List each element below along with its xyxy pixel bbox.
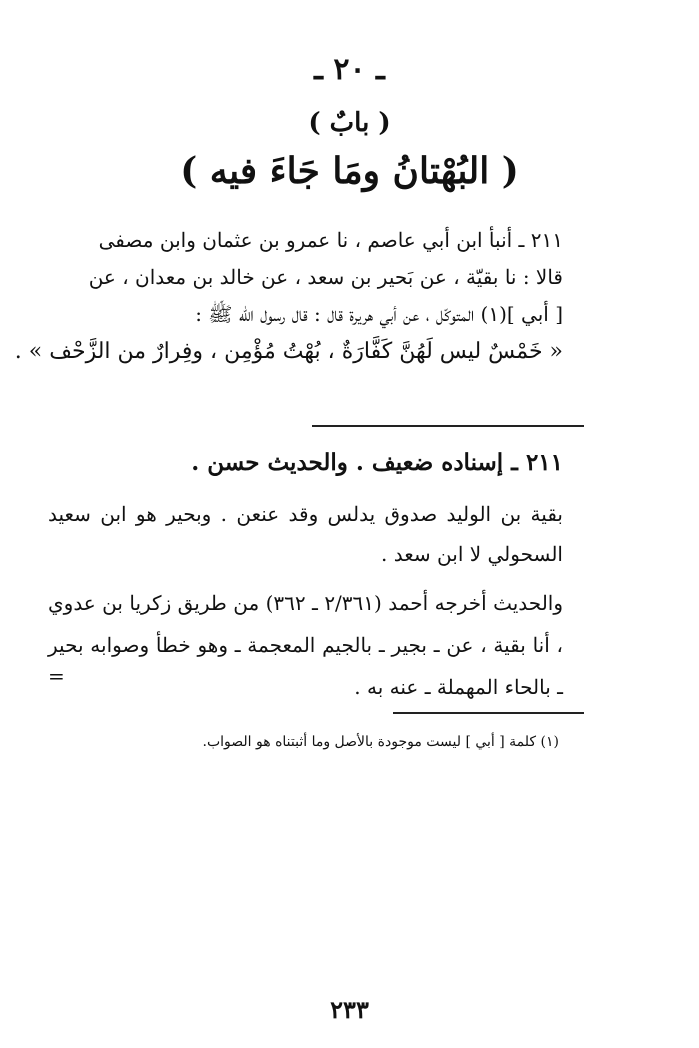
- commentary-paragraph: والحديث أخرجه أحمد (٢/٣٦١ ـ ٣٦٢) من طريق زكريا بن عدوي ، أنا بقية ، عن ـ بجير ـ بالجيم المعجمة ـ وهو خطأ وصوابه بحير ـ بالحاء المهملة ـ عنه به .: [48, 591, 563, 699]
- page-number: ٢٣٣: [330, 995, 369, 1024]
- footnote-divider: [393, 712, 584, 714]
- continuation-mark: =: [48, 664, 65, 688]
- hadith-matn: « خَمْسٌ ليس لَهُنَّ كَفَّارَةٌ ، بُهْتُ مُؤْمِن ، وفِرارٌ من الزَّحْف » .: [14, 339, 563, 364]
- hadith-line: قالا : نا بقيّة ، عن بَحير بن سعد ، عن خالد بن معدان ، عن: [88, 265, 563, 289]
- commentary-heading: ٢١١ ـ إسناده ضعيف . والحديث حسن .: [191, 449, 563, 476]
- hadith-block: [14, 222, 563, 370]
- section-divider: [312, 425, 584, 427]
- chapter-label: ( بابٌ ): [308, 108, 391, 138]
- footnote: (١) كلمة [ أبي ] ليست موجودة بالأصل وما أثبتناه هو الصواب.: [202, 734, 559, 750]
- commentary-paragraph: بقية بن الوليد صدوق يدلس وقد عنعن . وبحير هو ابن سعيد السحولي لا ابن سعد .: [48, 502, 563, 566]
- section-number: ـ ٢٠ ـ: [314, 52, 385, 87]
- hadith-line: ٢١١ ـ أنبأ ابن أبي عاصم ، نا عمرو بن عثمان وابن مصفى: [98, 228, 563, 252]
- chapter-title: ( البُهْتانُ ومَا جَاءَ فيه ): [180, 150, 519, 192]
- hadith-line: [ أبي ](١) المتوكّل ، عن أبي هريرة قال : قال رسول الله ﷺ :: [195, 302, 563, 326]
